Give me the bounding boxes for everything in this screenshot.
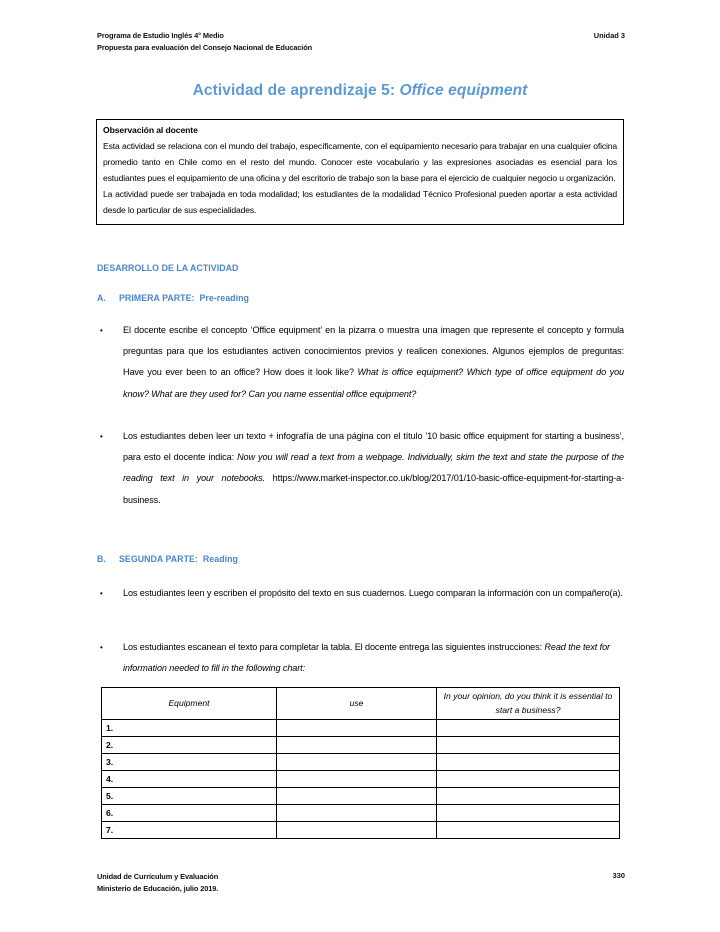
table-header-equipment: Equipment <box>102 688 277 720</box>
bullet-b1-plain: Los estudiantes leen y escriben el propósito del texto en sus cuadernos. Luego comparan la información con un compañero(a). <box>123 588 623 598</box>
section-a-name: PRIMERA PARTE: <box>119 293 195 303</box>
footer-line-2: Ministerio de Educación, julio 2019. <box>97 883 219 893</box>
table-row-number: 1. <box>102 720 277 737</box>
footer-org-info <box>97 871 218 894</box>
table-cell-opinion[interactable] <box>437 805 620 822</box>
footer-page-number: 330 <box>612 871 625 880</box>
table-cell-opinion[interactable] <box>437 737 620 754</box>
table-row-number: 4. <box>102 771 277 788</box>
bullet-b2-text <box>123 637 624 679</box>
development-heading: DESARROLLO DE LA ACTIVIDAD <box>97 263 239 273</box>
bullet-a1 <box>97 320 624 405</box>
section-a-subtitle: Pre-reading <box>199 293 249 303</box>
table-row <box>102 805 620 822</box>
table-cell-opinion[interactable] <box>437 771 620 788</box>
table-header-use: use <box>277 688 437 720</box>
observation-box <box>96 119 624 225</box>
bullet-a2 <box>97 426 624 511</box>
bullet-a1-text <box>123 320 624 405</box>
table-cell-use[interactable] <box>277 788 437 805</box>
observation-paragraph-2: La actividad puede ser trabajada en toda modalidad; los estudiantes de la modalidad Técnico Profesional pueden aportar a esta actividad desde lo particular de sus especialidades. <box>103 189 617 216</box>
bullet-a1-italic: What is office equipment? Which type of office equipment do you know? What are they used for? Can you name essential office equipment? <box>123 367 624 399</box>
header-program-info <box>97 30 312 53</box>
section-b-label: B. <box>97 554 106 564</box>
table-cell-use[interactable] <box>277 754 437 771</box>
bullet-b1 <box>97 583 624 604</box>
table-header-opinion: In your opinion, do you think it is essential to start a business? <box>437 688 620 720</box>
bullet-a2-plain: Los estudiantes deben leer un texto + infografía de una página con el título ’10 basic office equipment for starting a business’, para esto el docente indica: <box>123 431 624 463</box>
title-prefix: Actividad de aprendizaje 5: <box>192 82 400 99</box>
section-a-heading <box>97 293 249 303</box>
table-row-number: 3. <box>102 754 277 771</box>
table-cell-use[interactable] <box>277 771 437 788</box>
table-cell-opinion[interactable] <box>437 822 620 839</box>
table-cell-opinion[interactable] <box>437 754 620 771</box>
page-footer <box>97 871 625 894</box>
header-line-1: Programa de Estudio Inglés 4° Medio <box>97 31 224 40</box>
bullet-a2-italic: Now you will read a text from a webpage. Individually, skim the text and state the purpose of the reading text in your notebooks. <box>123 452 624 484</box>
bullet-a2-url[interactable]: https://www.market-inspector.co.uk/blog/2017/01/10-basic-office-equipment-for-starting-a-business. <box>123 473 625 505</box>
section-b-subtitle: Reading <box>202 554 238 564</box>
bullet-a2-text <box>123 426 624 511</box>
bullet-b2-plain: Los estudiantes escanean el texto para completar la tabla. El docente entrega las siguientes instrucciones: <box>123 642 545 652</box>
bullet-marker: • <box>100 432 103 441</box>
table-header-row <box>102 688 620 720</box>
table-row <box>102 822 620 839</box>
bullet-marker: • <box>100 326 103 335</box>
table-cell-opinion[interactable] <box>437 788 620 805</box>
bullet-b2-italic: Read the text for information needed to fill in the following chart: <box>123 642 610 674</box>
table-cell-opinion[interactable] <box>437 720 620 737</box>
title-topic: Office equipment <box>399 82 528 99</box>
table-cell-use[interactable] <box>277 720 437 737</box>
page-header <box>97 30 625 53</box>
table-row-number: 6. <box>102 805 277 822</box>
table-cell-use[interactable] <box>277 822 437 839</box>
table-row-number: 2. <box>102 737 277 754</box>
table-row <box>102 720 620 737</box>
section-b-name: SEGUNDA PARTE: <box>119 554 198 564</box>
bullet-a1-plain: El docente escribe el concepto ‘Office equipment’ en la pizarra o muestra una imagen que represente el concepto y formula preguntas para que los estudiantes activen conocimientos previos y realicen conexiones. Algunos ejemplos de preguntas: Have you ever been to an office? How does it look like? <box>123 325 624 378</box>
observation-heading: Observación al docente <box>103 125 198 135</box>
table-cell-use[interactable] <box>277 805 437 822</box>
table-row-number: 7. <box>102 822 277 839</box>
header-unit-label: Unidad 3 <box>593 31 625 40</box>
header-line-2: Propuesta para evaluación del Consejo Nacional de Educación <box>97 42 313 52</box>
table-cell-use[interactable] <box>277 737 437 754</box>
table-row <box>102 788 620 805</box>
table-row-number: 5. <box>102 788 277 805</box>
section-b-heading <box>97 554 238 564</box>
bullet-marker: • <box>100 643 103 652</box>
observation-paragraph-1: Esta actividad se relaciona con el mundo del trabajo, específicamente, con el equipamiento necesario para trabajar en una cualquier oficina promedio tanto en Chile como en el resto del mundo. Conocer este vocabulario y las expresiones asociadas es esencial para los estudiantes pues el equipamiento de una oficina y del escritorio de trabajo son la base para el ejercicio de cualquier negocio u organización. <box>103 140 617 183</box>
section-a-label: A. <box>97 293 106 303</box>
footer-line-1: Unidad de Curriculum y Evaluación <box>97 872 219 881</box>
bullet-b1-text <box>123 583 624 604</box>
page-title <box>0 82 720 100</box>
table-row <box>102 754 620 771</box>
table-row <box>102 737 620 754</box>
bullet-b2 <box>97 637 624 679</box>
equipment-chart-table <box>101 687 620 839</box>
bullet-marker: • <box>100 589 103 598</box>
table-row <box>102 771 620 788</box>
